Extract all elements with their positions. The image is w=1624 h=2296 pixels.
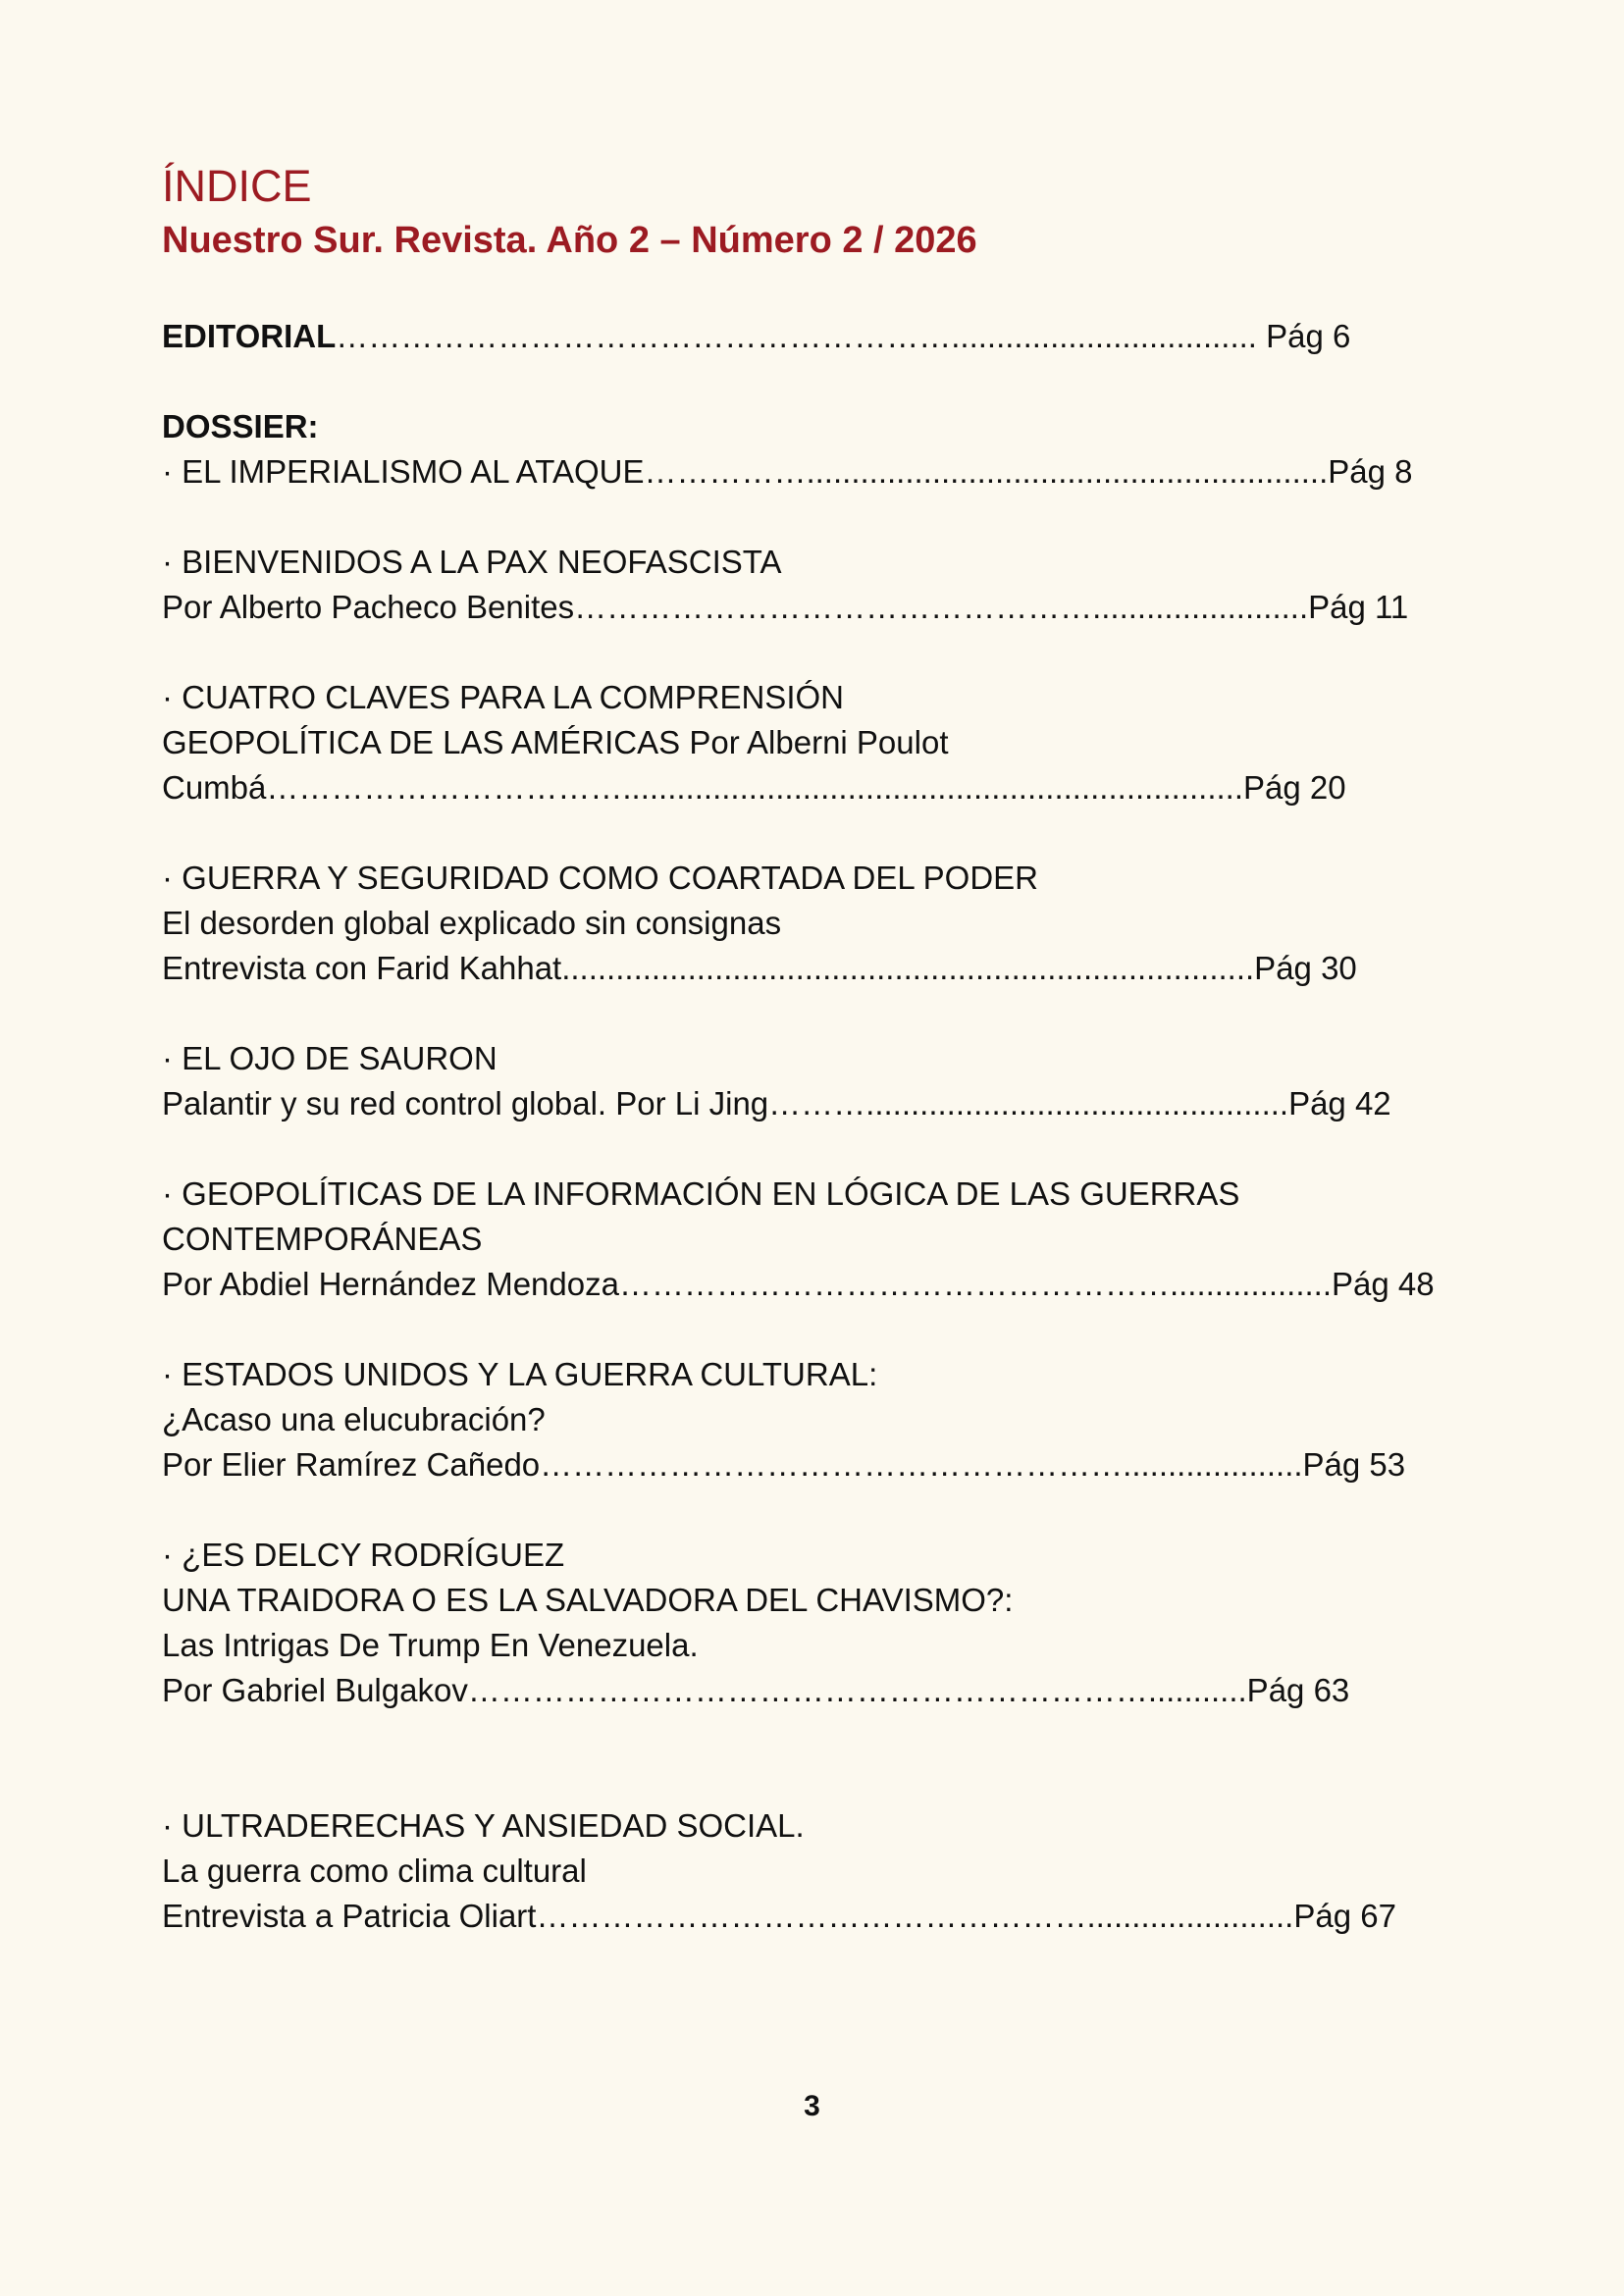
toc-entry-line: · ESTADOS UNIDOS Y LA GUERRA CULTURAL: xyxy=(162,1356,878,1392)
table-of-contents xyxy=(162,157,1438,1934)
toc-entry-line: Por Elier Ramírez Cañedo………………………………………………....................Pág 53 xyxy=(162,1446,1406,1483)
toc-entry-line: · GEOPOLÍTICAS DE LA INFORMACIÓN EN LÓGICA DE LAS GUERRAS xyxy=(162,1175,1240,1212)
toc-entry-line: Palantir y su red control global. Por Li Jing………...............................................Pág 42 xyxy=(162,1085,1391,1122)
editorial-leader: ………………………………………………….................................. xyxy=(336,318,1257,354)
page-subtitle: Nuestro Sur. Revista. Año 2 – Número 2 / 2026 xyxy=(162,220,977,261)
dossier-heading: DOSSIER: xyxy=(162,408,319,444)
toc-entry-line: Las Intrigas De Trump En Venezuela. xyxy=(162,1627,699,1663)
page-number: 3 xyxy=(804,2090,820,2122)
editorial-page: Pág 6 xyxy=(1256,318,1351,354)
page-title: ÍNDICE xyxy=(162,161,312,211)
toc-entry-line: UNA TRAIDORA O ES LA SALVADORA DEL CHAVISMO?: xyxy=(162,1582,1014,1618)
toc-entry-line: La guerra como clima cultural xyxy=(162,1852,587,1889)
toc-entry-line: Por Gabriel Bulgakov………………………………………………………...........Pág 63 xyxy=(162,1672,1350,1708)
toc-entry-line: · GUERRA Y SEGURIDAD COMO COARTADA DEL PODER xyxy=(162,860,1039,896)
toc-entry-line: · ¿ES DELCY RODRÍGUEZ xyxy=(162,1537,565,1573)
toc-entry-line: Cumbá…………………………….....................................................................Pág 20 xyxy=(162,769,1346,806)
toc-entry-line: · EL OJO DE SAURON xyxy=(162,1040,498,1076)
toc-entry-line: GEOPOLÍTICA DE LAS AMÉRICAS Por Alberni Poulot xyxy=(162,724,949,760)
toc-entry-line: CONTEMPORÁNEAS xyxy=(162,1221,483,1257)
toc-entry-line: Por Alberto Pacheco Benites…………………………………………........................Pág 11 xyxy=(162,589,1409,625)
toc-entry-line: · ULTRADERECHAS Y ANSIEDAD SOCIAL. xyxy=(162,1807,805,1844)
toc-entry-line: · CUATRO CLAVES PARA LA COMPRENSIÓN xyxy=(162,679,844,715)
editorial-label: EDITORIAL xyxy=(162,318,337,354)
toc-entry-line: · BIENVENIDOS A LA PAX NEOFASCISTA xyxy=(162,544,782,580)
toc-entry-line: El desorden global explicado sin consignas xyxy=(162,905,782,941)
toc-entry-line: Por Abdiel Hernández Mendoza……………………………………………..................Pág 48 xyxy=(162,1266,1435,1302)
toc-entry-line: Entrevista a Patricia Oliart…………………………………………….......................Pág 67 xyxy=(162,1898,1396,1934)
toc-entry-line: Entrevista con Farid Kahhat.............................................................................Pág 30 xyxy=(162,950,1357,986)
toc-entry-line: · EL IMPERIALISMO AL ATAQUE……………..........................................................Pág 8 xyxy=(162,453,1413,490)
editorial-entry xyxy=(162,314,1350,359)
toc-entry-line: ¿Acaso una elucubración? xyxy=(162,1401,546,1437)
